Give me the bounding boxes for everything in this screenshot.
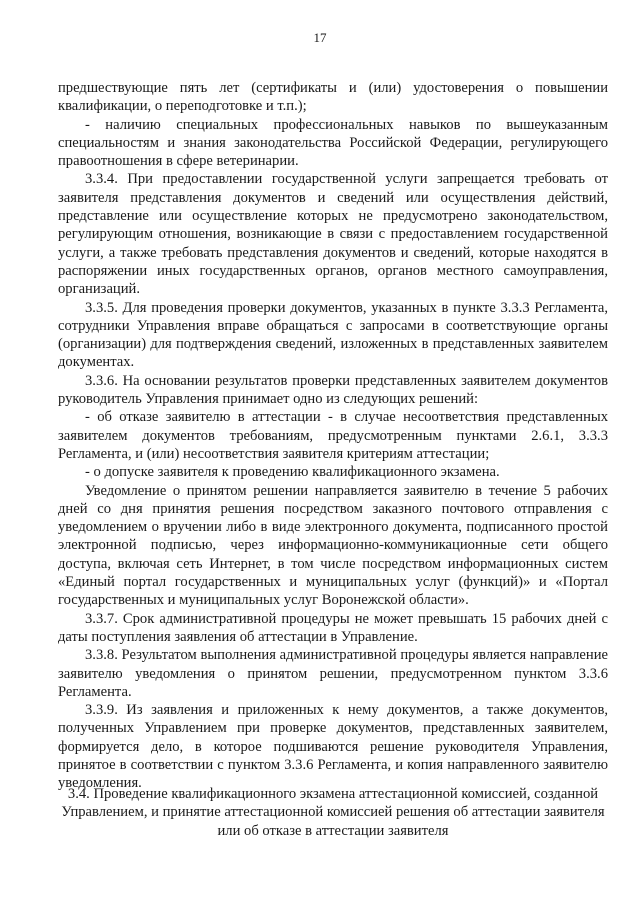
section-heading-3-4: 3.4. Проведение квалификационного экзамена аттестационной комиссией, созданной Управлением, и принятие аттестационной комиссией решения об аттестации заявителя или об отказе в аттестации заявителя	[61, 786, 605, 839]
paragraph-skills-item: - наличию специальных профессиональных навыков по вышеуказанным специальностям и знания законодательства Российской Федерации, регулирующего правоотношения в сфере ветеринарии.	[58, 116, 608, 170]
document-body	[58, 79, 608, 793]
paragraph-3-3-7: 3.3.7. Срок административной процедуры не может превышать 15 рабочих дней с даты поступления заявления об аттестации в Управление.	[58, 610, 608, 645]
paragraph-notification: Уведомление о принятом решении направляется заявителю в течение 5 рабочих дней со дня принятия решения посредством заказного почтового отправления с уведомлением о вручении либо в виде электронного документа, подписанного простой электронной подписью, через информационно-коммуникационные сети общего доступа, включая сеть Интернет, в том числе посредством информационных систем «Единый портал государственных и муниципальных услуг (функций)» и «Портал государственных и муниципальных услуг Воронежской области».	[58, 482, 608, 609]
paragraph-continuation: предшествующие пять лет (сертификаты и (или) удостоверения о повышении квалификации, о переподготовке и т.п.);	[58, 80, 608, 115]
paragraph-3-3-4: 3.3.4. При предоставлении государственной услуги запрещается требовать от заявителя представления документов и сведений или осуществления действий, представление или осуществление которых не предусмотрено законодательством, регулирующим отношения, возникающие в связи с предоставлением государственной услуги, а также требовать представления документов и сведений, которые находятся в распоряжении иных государственных органов, органов местного самоуправления, организаций.	[58, 171, 608, 298]
paragraph-admission-item: - о допуске заявителя к проведению квалификационного экзамена.	[85, 464, 500, 481]
paragraph-3-3-8: 3.3.8. Результатом выполнения административной процедуры является направление заявителю уведомления о принятом решении, предусмотренном пунктом 3.3.6 Регламента.	[58, 647, 608, 700]
paragraph-3-3-5: 3.3.5. Для проведения проверки документов, указанных в пункте 3.3.3 Регламента, сотрудники Управления вправе обращаться с запросами в соответствующие органы (организации) для подтверждения сведений, изложенных в представленных заявителем документах.	[58, 299, 608, 371]
page-number: 17	[313, 30, 327, 45]
paragraph-refusal-item: - об отказе заявителю в аттестации - в случае несоответствия представленных заявителем документов требованиям, предусмотренным пунктами 2.6.1, 3.3.3 Регламента, и (или) несоответствия заявителя критериям аттестации;	[58, 409, 608, 462]
paragraph-3-3-9: 3.3.9. Из заявления и приложенных к нему документов, а также документов, полученных Управлением при проверке документов, представленных заявителем, формируется дело, в которое подшиваются решение руководителя Управления, принятое в соответствии с пунктом 3.3.6 Регламента, и копия направленного заявителю уведомления.	[58, 702, 608, 792]
paragraph-3-3-6: 3.3.6. На основании результатов проверки представленных заявителем документов руководитель Управления принимает одно из следующих решений:	[58, 372, 608, 408]
